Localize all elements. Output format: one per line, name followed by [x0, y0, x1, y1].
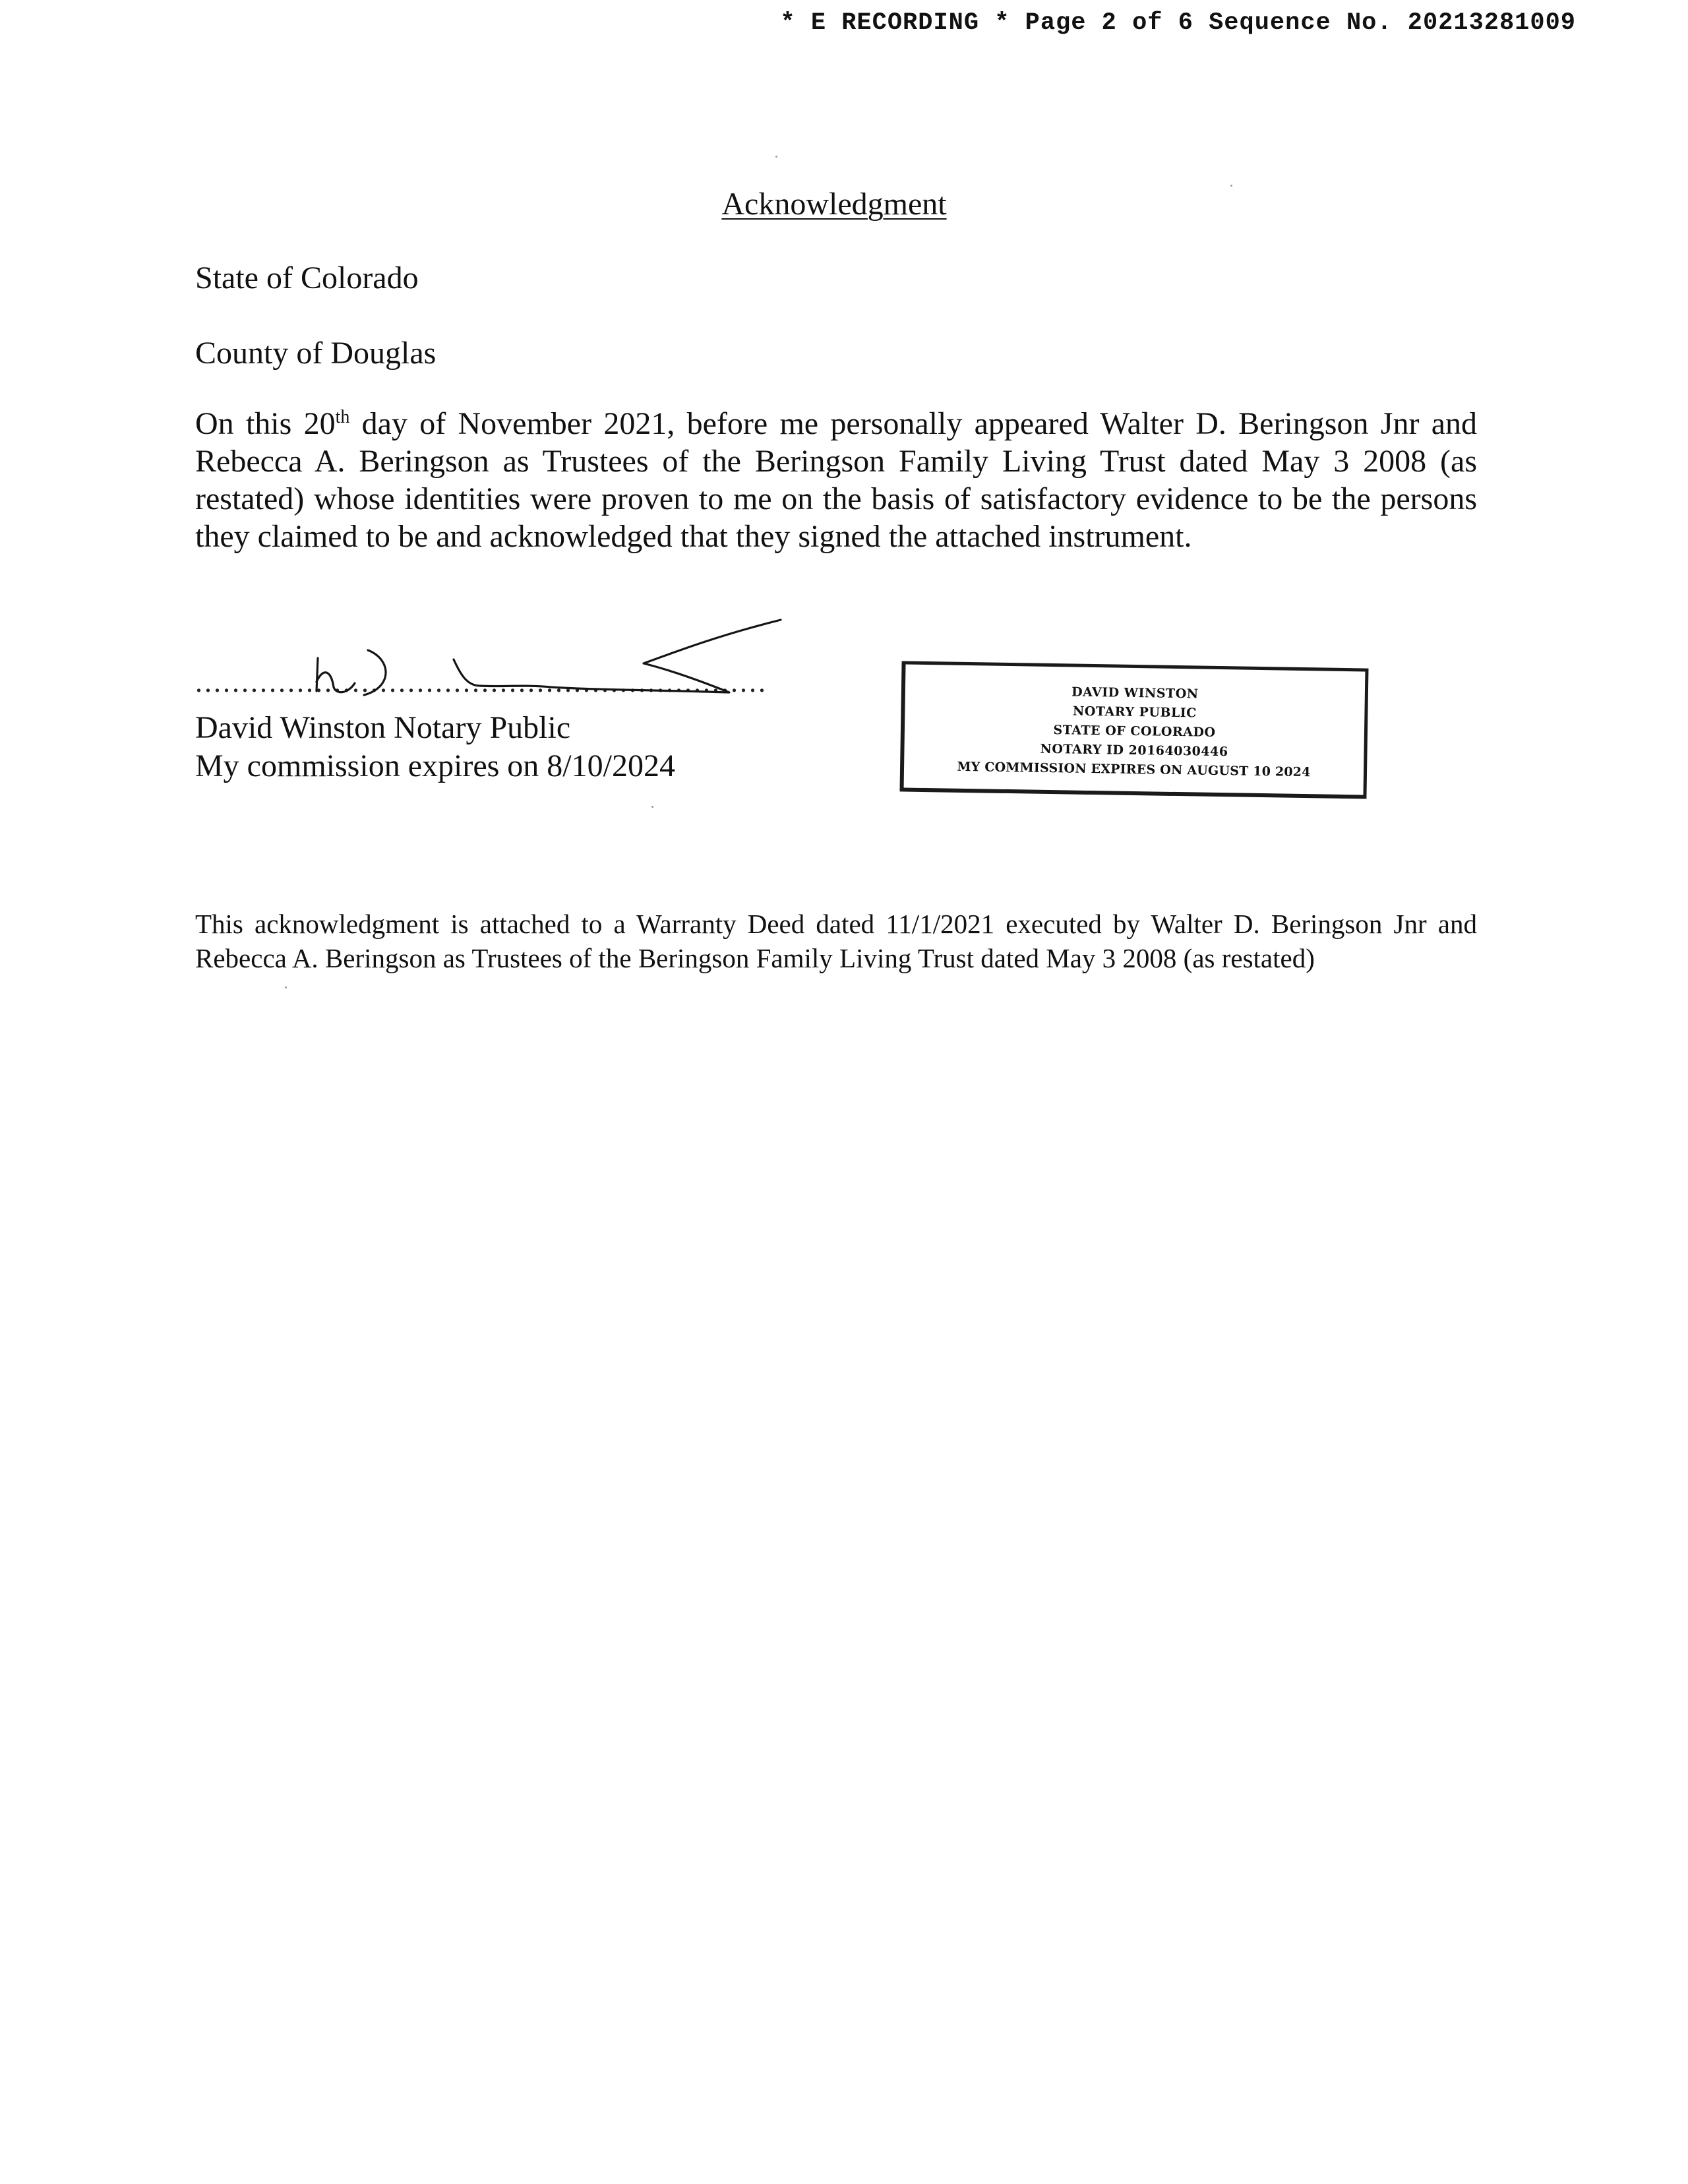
attachment-note: This acknowledgment is attached to a Warranty Deed dated 11/1/2021 executed by Walter D. Beringson Jnr and Rebecca A. Beringson as Trustees of the Beringson Family Living Trust dated May 3 2008 (as restated) — [195, 909, 1477, 973]
document-title — [0, 186, 1668, 222]
scan-speck — [285, 986, 287, 988]
signature-dotted-line: .............................................................. — [195, 666, 768, 698]
handwritten-signature — [195, 613, 789, 706]
stamp-state: STATE OF COLORADO — [1053, 723, 1216, 740]
notary-stamp — [899, 661, 1368, 799]
scan-speck — [775, 156, 777, 158]
commission-line: My commission expires on 8/10/2024 — [195, 748, 675, 783]
stamp-notary-id: NOTARY ID 20164030446 — [1040, 741, 1228, 760]
state-line: State of Colorado — [195, 260, 419, 295]
scan-speck — [651, 806, 653, 808]
document-title-text: Acknowledgment — [721, 187, 947, 222]
stamp-name: DAVID WINSTON — [1071, 684, 1199, 702]
stamp-expiry: MY COMMISSION EXPIRES ON AUGUST 10 2024 — [957, 759, 1311, 780]
signature-block — [195, 613, 768, 706]
scan-speck — [1230, 185, 1232, 187]
acknowledgment-body — [195, 405, 1477, 555]
notary-name-line: David Winston Notary Public — [195, 710, 571, 745]
county-line: County of Douglas — [195, 336, 437, 371]
body-prefix: On this 20 — [195, 406, 336, 441]
body-rest: day of November 2021, before me personally appeared Walter D. Beringson Jnr and Rebecca A. Beringson as Trustees of the Beringson Family Living Trust dated May 3 2008 (as restated) whose identities were proven to me on the basis of satisfactory evidence to be the persons they claimed to be and acknowledged that they signed the attached instrument. — [195, 406, 1478, 554]
body-superscript: th — [335, 407, 350, 427]
stamp-title: NOTARY PUBLIC — [1072, 704, 1197, 721]
recording-header: * E RECORDING * Page 2 of 6 Sequence No. 20213281009 — [780, 9, 1576, 37]
